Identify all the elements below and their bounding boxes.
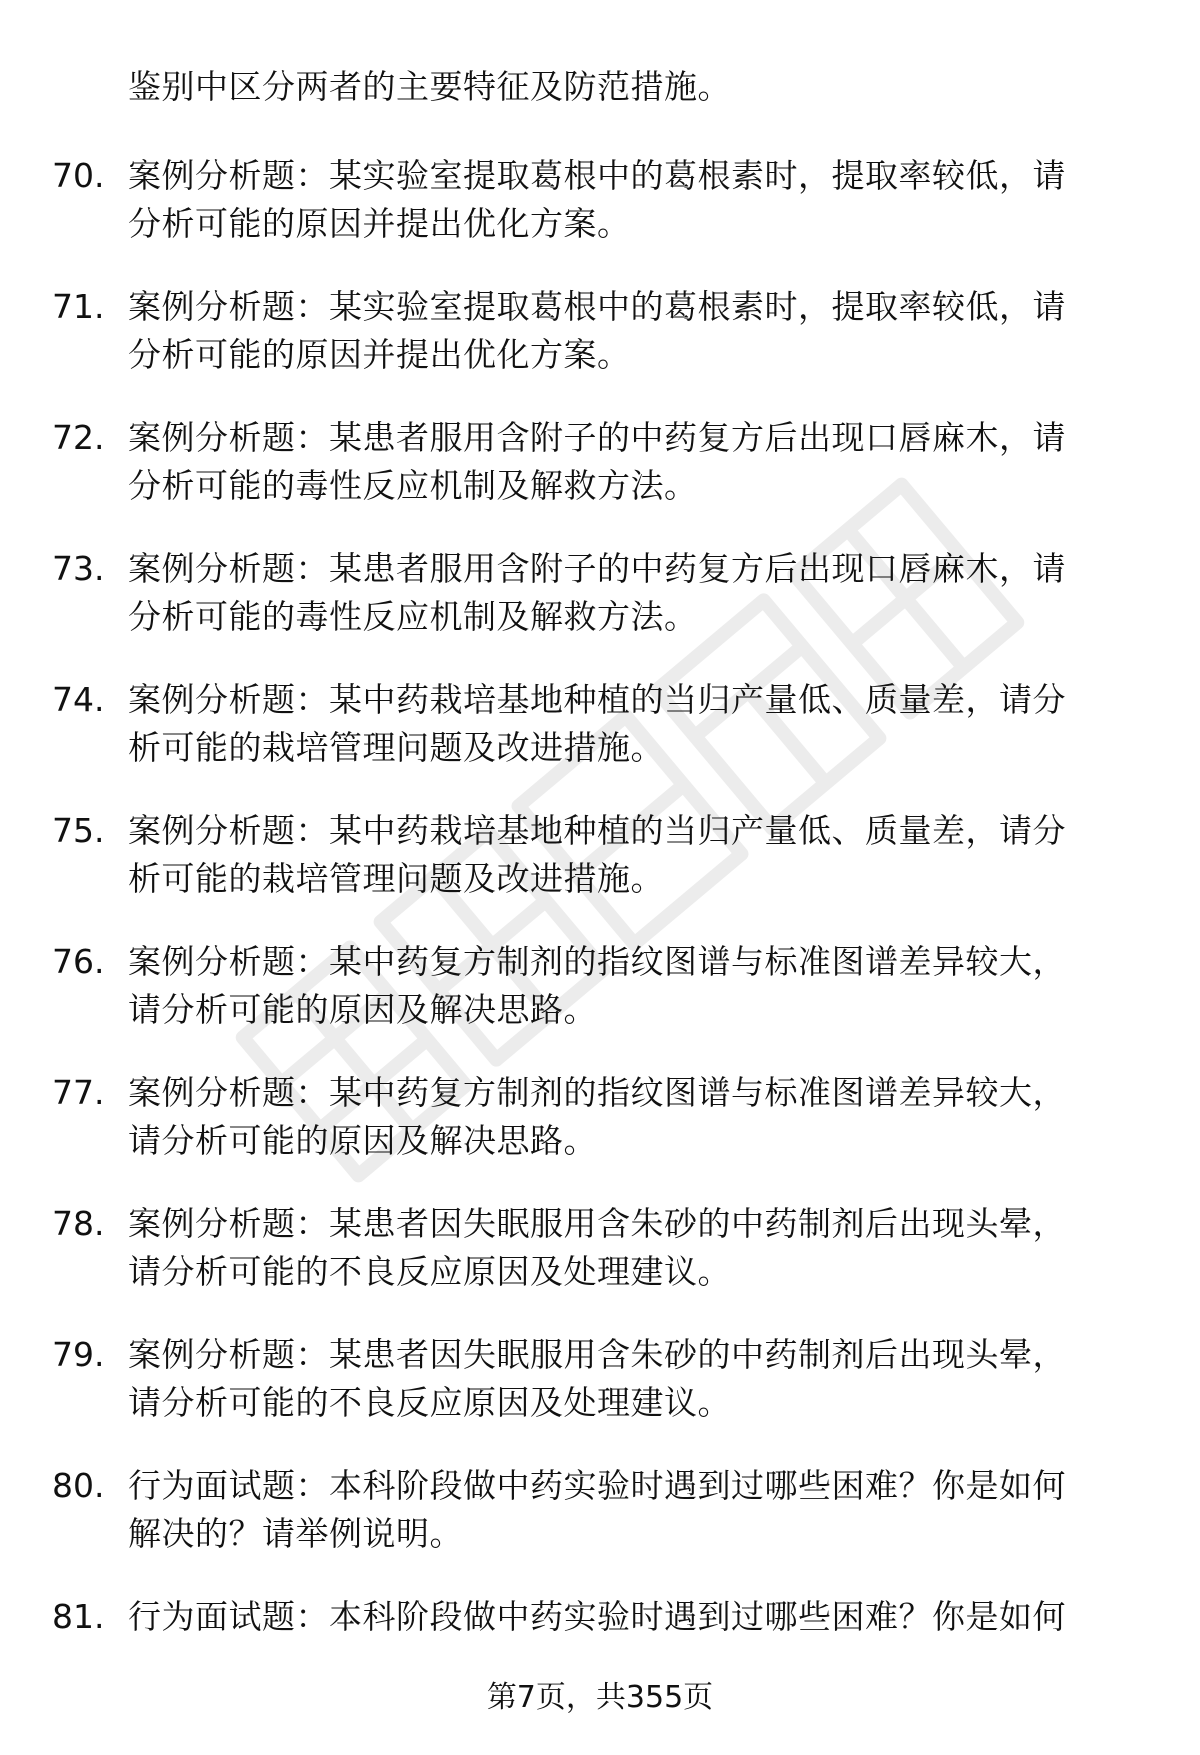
question-line: 案例分析题：某患者服用含附子的中药复方后出现口唇麻木，请 [128, 418, 1066, 457]
question-text [128, 1331, 1148, 1427]
question-number: 71. [52, 287, 105, 326]
question-item [0, 676, 1200, 807]
question-number: 70. [52, 156, 105, 195]
question-text [128, 1593, 1148, 1641]
question-line: 行为面试题：本科阶段做中药实验时遇到过哪些困难？你是如何 [128, 1466, 1066, 1505]
question-line: 解决的？请举例说明。 [128, 1514, 463, 1553]
question-line: 分析可能的毒性反应机制及解救方法。 [128, 597, 698, 636]
question-line: 案例分析题：某中药复方制剂的指纹图谱与标准图谱差异较大， [128, 1073, 1066, 1112]
question-line: 析可能的栽培管理问题及改进措施。 [128, 728, 664, 767]
question-text [128, 1069, 1148, 1165]
question-number: 74. [52, 680, 105, 719]
question-item [0, 152, 1200, 283]
question-number: 73. [52, 549, 105, 588]
question-line: 案例分析题：某患者因失眠服用含朱砂的中药制剂后出现头晕， [128, 1204, 1066, 1243]
question-line: 案例分析题：某实验室提取葛根中的葛根素时，提取率较低，请 [128, 156, 1066, 195]
question-line: 分析可能的原因并提出优化方案。 [128, 335, 631, 374]
continuation-line: 鉴别中区分两者的主要特征及防范措施。 [128, 67, 731, 106]
question-number: 77. [52, 1073, 105, 1112]
question-item [0, 1069, 1200, 1200]
question-number: 76. [52, 942, 105, 981]
question-text [128, 1462, 1148, 1558]
question-line: 行为面试题：本科阶段做中药实验时遇到过哪些困难？你是如何 [128, 1597, 1066, 1636]
question-line: 案例分析题：某实验室提取葛根中的葛根素时，提取率较低，请 [128, 287, 1066, 326]
question-text [128, 152, 1148, 248]
question-line: 分析可能的毒性反应机制及解救方法。 [128, 466, 698, 505]
question-line: 请分析可能的原因及解决思路。 [128, 990, 597, 1029]
question-item [0, 938, 1200, 1069]
question-line: 请分析可能的不良反应原因及处理建议。 [128, 1383, 731, 1422]
question-text [128, 1200, 1148, 1296]
question-number: 75. [52, 811, 105, 850]
question-line: 请分析可能的不良反应原因及处理建议。 [128, 1252, 731, 1291]
page-footer: 第7页，共355页 [486, 1680, 714, 1715]
question-number: 78. [52, 1204, 105, 1243]
question-line: 请分析可能的原因及解决思路。 [128, 1121, 597, 1160]
question-line: 案例分析题：某患者因失眠服用含朱砂的中药制剂后出现头晕， [128, 1335, 1066, 1374]
question-text [128, 545, 1148, 641]
question-line: 案例分析题：某中药栽培基地种植的当归产量低、质量差，请分 [128, 811, 1066, 850]
question-line: 案例分析题：某中药复方制剂的指纹图谱与标准图谱差异较大， [128, 942, 1066, 981]
question-item [0, 1200, 1200, 1331]
question-text [128, 938, 1148, 1034]
question-line: 析可能的栽培管理问题及改进措施。 [128, 859, 664, 898]
question-text [128, 676, 1148, 772]
question-number: 80. [52, 1466, 105, 1505]
question-number: 81. [52, 1597, 105, 1636]
question-item [0, 807, 1200, 938]
question-text [128, 807, 1148, 903]
question-item [0, 414, 1200, 545]
question-line: 分析可能的原因并提出优化方案。 [128, 204, 631, 243]
question-text [128, 283, 1148, 379]
question-item [0, 1331, 1200, 1462]
question-number: 79. [52, 1335, 105, 1374]
question-line: 案例分析题：某患者服用含附子的中药复方后出现口唇麻木，请 [128, 549, 1066, 588]
question-item [0, 283, 1200, 414]
question-line: 案例分析题：某中药栽培基地种植的当归产量低、质量差，请分 [128, 680, 1066, 719]
question-list [0, 152, 1200, 1724]
question-text [128, 414, 1148, 510]
question-item [0, 545, 1200, 676]
question-number: 72. [52, 418, 105, 457]
question-item [0, 1462, 1200, 1593]
